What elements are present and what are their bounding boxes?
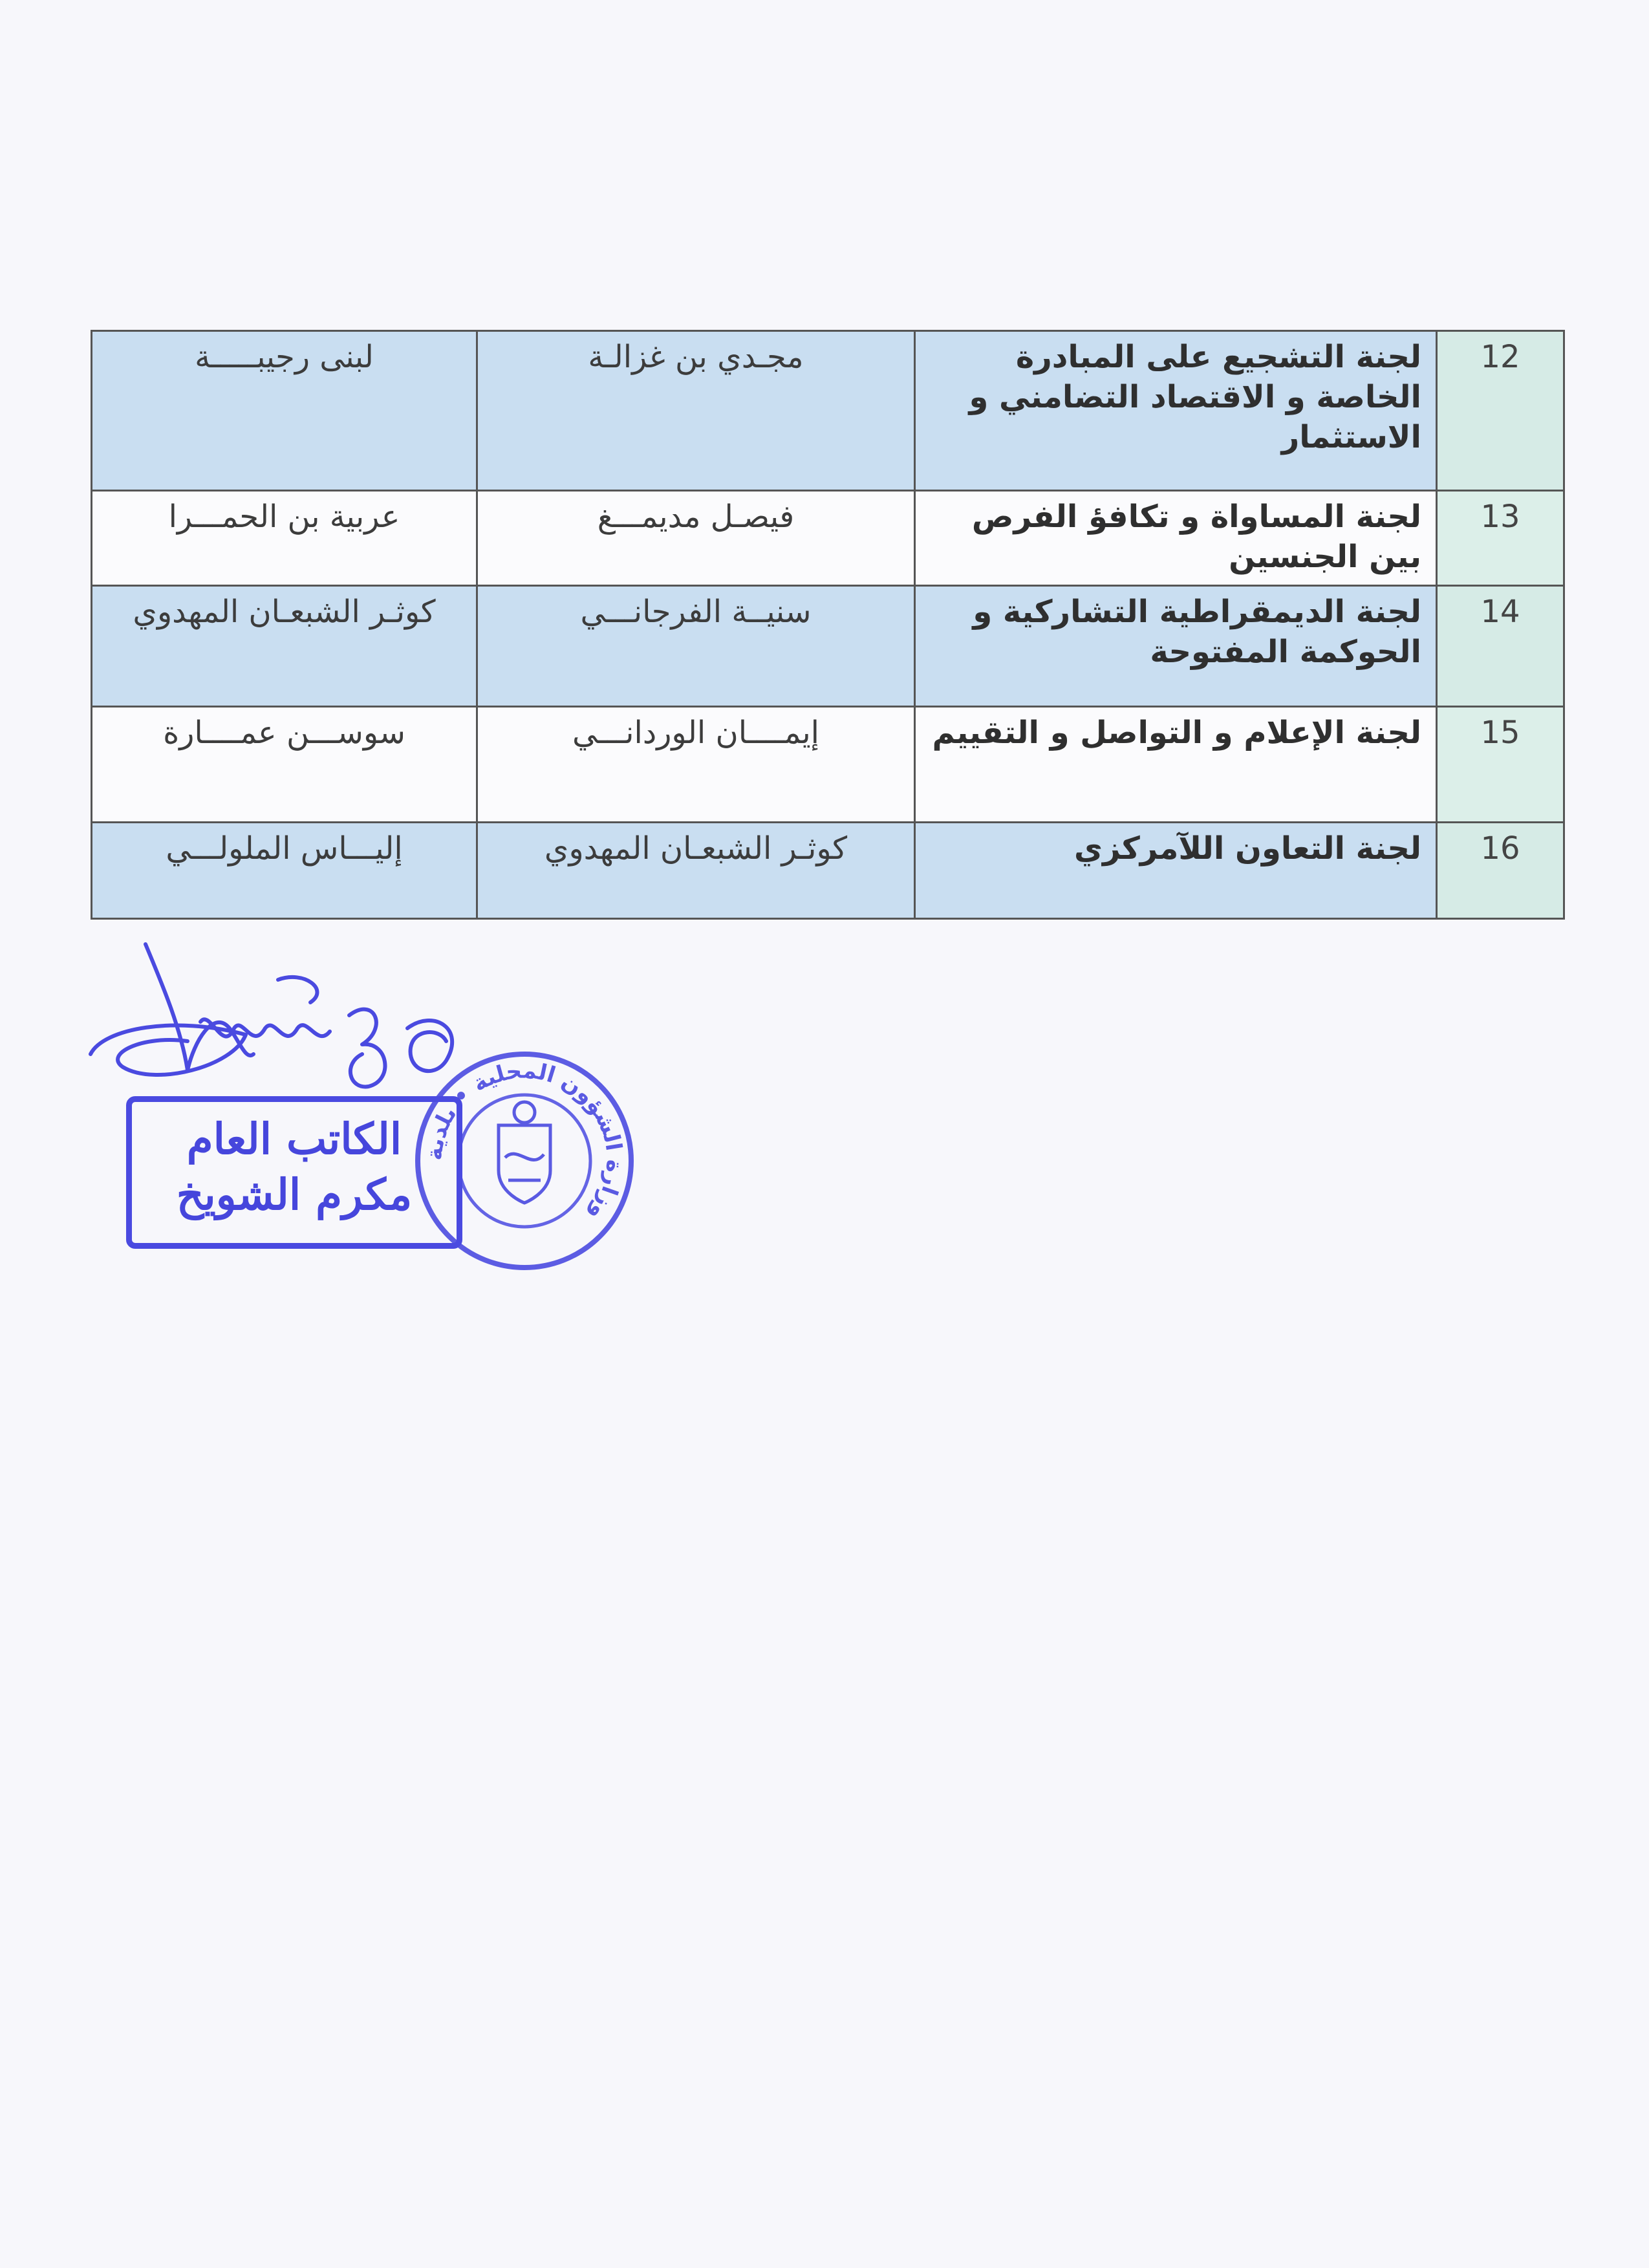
seal-ring-text: وزارة الشؤون المحلية • بلدية [421, 1057, 628, 1226]
row-number: 14 [1437, 586, 1564, 707]
table-row [92, 491, 1564, 586]
table-row [92, 331, 1564, 491]
committee-name: لجنة التعاون اللآمركزي [915, 823, 1437, 919]
member-secondary: كوثـر الشبعـان المهدوي [92, 586, 477, 707]
stamp-name: مكرم الشويخ [176, 1169, 413, 1220]
committee-name: لجنة التشجيع على المبادرة الخاصة و الاقتصاد التضامني و الاستثمار [915, 331, 1437, 491]
row-number: 15 [1437, 707, 1564, 823]
member-primary: إيمــــان الوردانـــي [477, 707, 915, 823]
table-row [92, 586, 1564, 707]
table-row [92, 707, 1564, 823]
row-number: 16 [1437, 823, 1564, 919]
member-secondary: لبنى رجيبـــــة [92, 331, 477, 491]
committee-name: لجنة المساواة و تكافؤ الفرص بين الجنسين [915, 491, 1437, 586]
row-number: 12 [1437, 331, 1564, 491]
committee-name: لجنة الديمقراطية التشاركية و الحوكمة المفتوحة [915, 586, 1437, 707]
member-primary: مجـدي بن غزالـة [477, 331, 915, 491]
member-secondary: سوســـن عمــــارة [92, 707, 477, 823]
member-primary: سنيــة الفرجانـــي [477, 586, 915, 707]
member-secondary: إليـــاس الملولـــي [92, 823, 477, 919]
member-primary: كوثـر الشبعـان المهدوي [477, 823, 915, 919]
round-seal [411, 1048, 638, 1274]
stamp-title: الكاتب العام [186, 1114, 402, 1164]
table-row [92, 823, 1564, 919]
committee-name: لجنة الإعلام و التواصل و التقييم [915, 707, 1437, 823]
committees-table [91, 330, 1565, 920]
member-secondary: عربية بن الحمـــرا [92, 491, 477, 586]
row-number: 13 [1437, 491, 1564, 586]
emblem-icon [499, 1102, 550, 1203]
member-primary: فيصـل مديمـــغ [477, 491, 915, 586]
